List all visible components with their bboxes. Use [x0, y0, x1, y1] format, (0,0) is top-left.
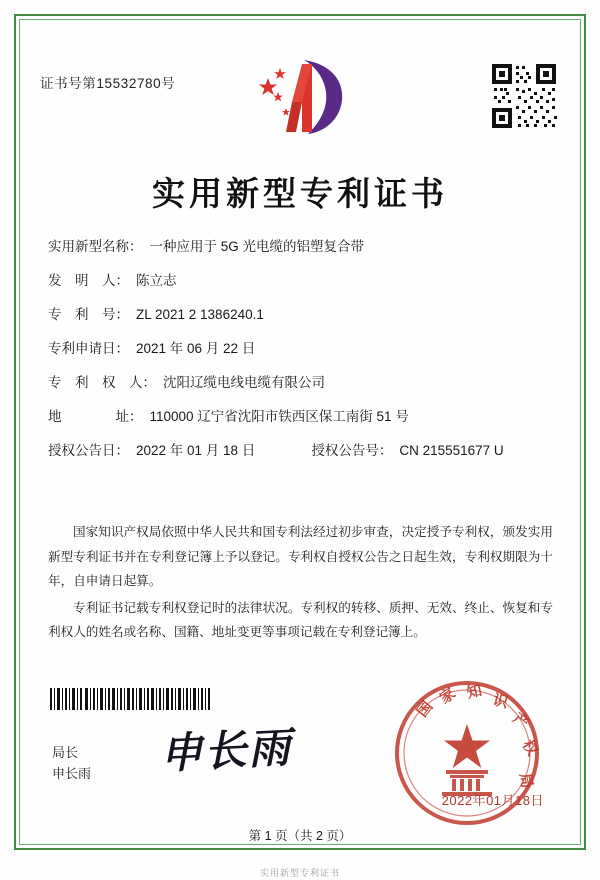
field-value-inventor: 陈立志 [136, 273, 177, 288]
field-list [48, 240, 558, 478]
bottom-strip-text: 实用新型专利证书 [259, 868, 340, 878]
director-name-label: 申长雨 [52, 766, 92, 781]
field-row [48, 342, 558, 356]
field-row-grant [48, 444, 558, 458]
grant-number-group [311, 444, 503, 458]
field-value-patentee: 沈阳辽缆电线电缆有限公司 [163, 375, 325, 390]
director-title-label: 局长 [52, 745, 79, 760]
signature-labels [52, 742, 91, 784]
field-value-utility-model-name: 一种应用于 5G 光电缆的铝塑复合带 [149, 239, 365, 254]
barcode [50, 688, 210, 710]
field-row [48, 376, 558, 390]
field-label-patentee: 专 利 权 人： [48, 375, 156, 390]
page-number: 第 1 页（共 2 页） [248, 829, 352, 843]
svg-text:识: 识 [491, 692, 510, 712]
field-value-address: 110000 辽宁省沈阳市铁西区保工南街 51 号 [149, 409, 409, 424]
field-row [48, 274, 558, 288]
svg-text:家: 家 [437, 685, 459, 708]
field-value-grant-number: CN 215551677 U [399, 443, 504, 458]
field-label-inventor: 发 明 人： [48, 273, 129, 288]
paragraph-2: 专利证书记载专利权登记时的法律状况。专利权的转移、质押、无效、终止、恢复和专利权人的姓名或名称、国籍、地址变更等事项记载在专利登记簿上。 [48, 600, 553, 640]
field-row [48, 410, 558, 424]
svg-text:局: 局 [516, 771, 535, 790]
handwritten-signature: 申长雨 [159, 725, 294, 779]
field-value-patent-number: ZL 2021 2 1386240.1 [136, 307, 264, 322]
field-row [48, 308, 558, 322]
field-value-grant-date: 2022 年 01 月 18 日 [136, 443, 256, 458]
svg-text:产: 产 [509, 710, 532, 733]
field-label-utility-model-name: 实用新型名称： [48, 239, 143, 254]
certificate-number: 证书号第15532780号 [40, 76, 176, 91]
page-title: 实用新型专利证书 [152, 177, 448, 213]
qr-code [490, 62, 558, 130]
field-label-patent-number: 专 利 号： [48, 307, 129, 322]
svg-text:国: 国 [414, 698, 437, 721]
field-label-address: 地 址： [48, 409, 143, 424]
paragraph-1: 国家知识产权局依照中华人民共和国专利法经过初步审查，决定授予专利权，颁发实用新型专利证书并在专利登记簿上予以登记。专利权自授权公告之日起生效，专利权期限为十年，自申请日起算。 [48, 525, 553, 589]
field-row [48, 240, 558, 254]
field-label-application-date: 专利申请日： [48, 341, 129, 356]
svg-text:知: 知 [465, 683, 484, 702]
field-value-application-date: 2021 年 06 月 22 日 [136, 341, 256, 356]
cnipa-logo-icon [258, 58, 350, 136]
svg-text:权: 权 [518, 737, 541, 759]
seal-date: 2022年01月18日 [441, 793, 544, 808]
field-label-grant-number: 授权公告号： [311, 443, 393, 458]
field-label-grant-date: 授权公告日： [48, 443, 129, 458]
legal-text-block [48, 520, 553, 647]
